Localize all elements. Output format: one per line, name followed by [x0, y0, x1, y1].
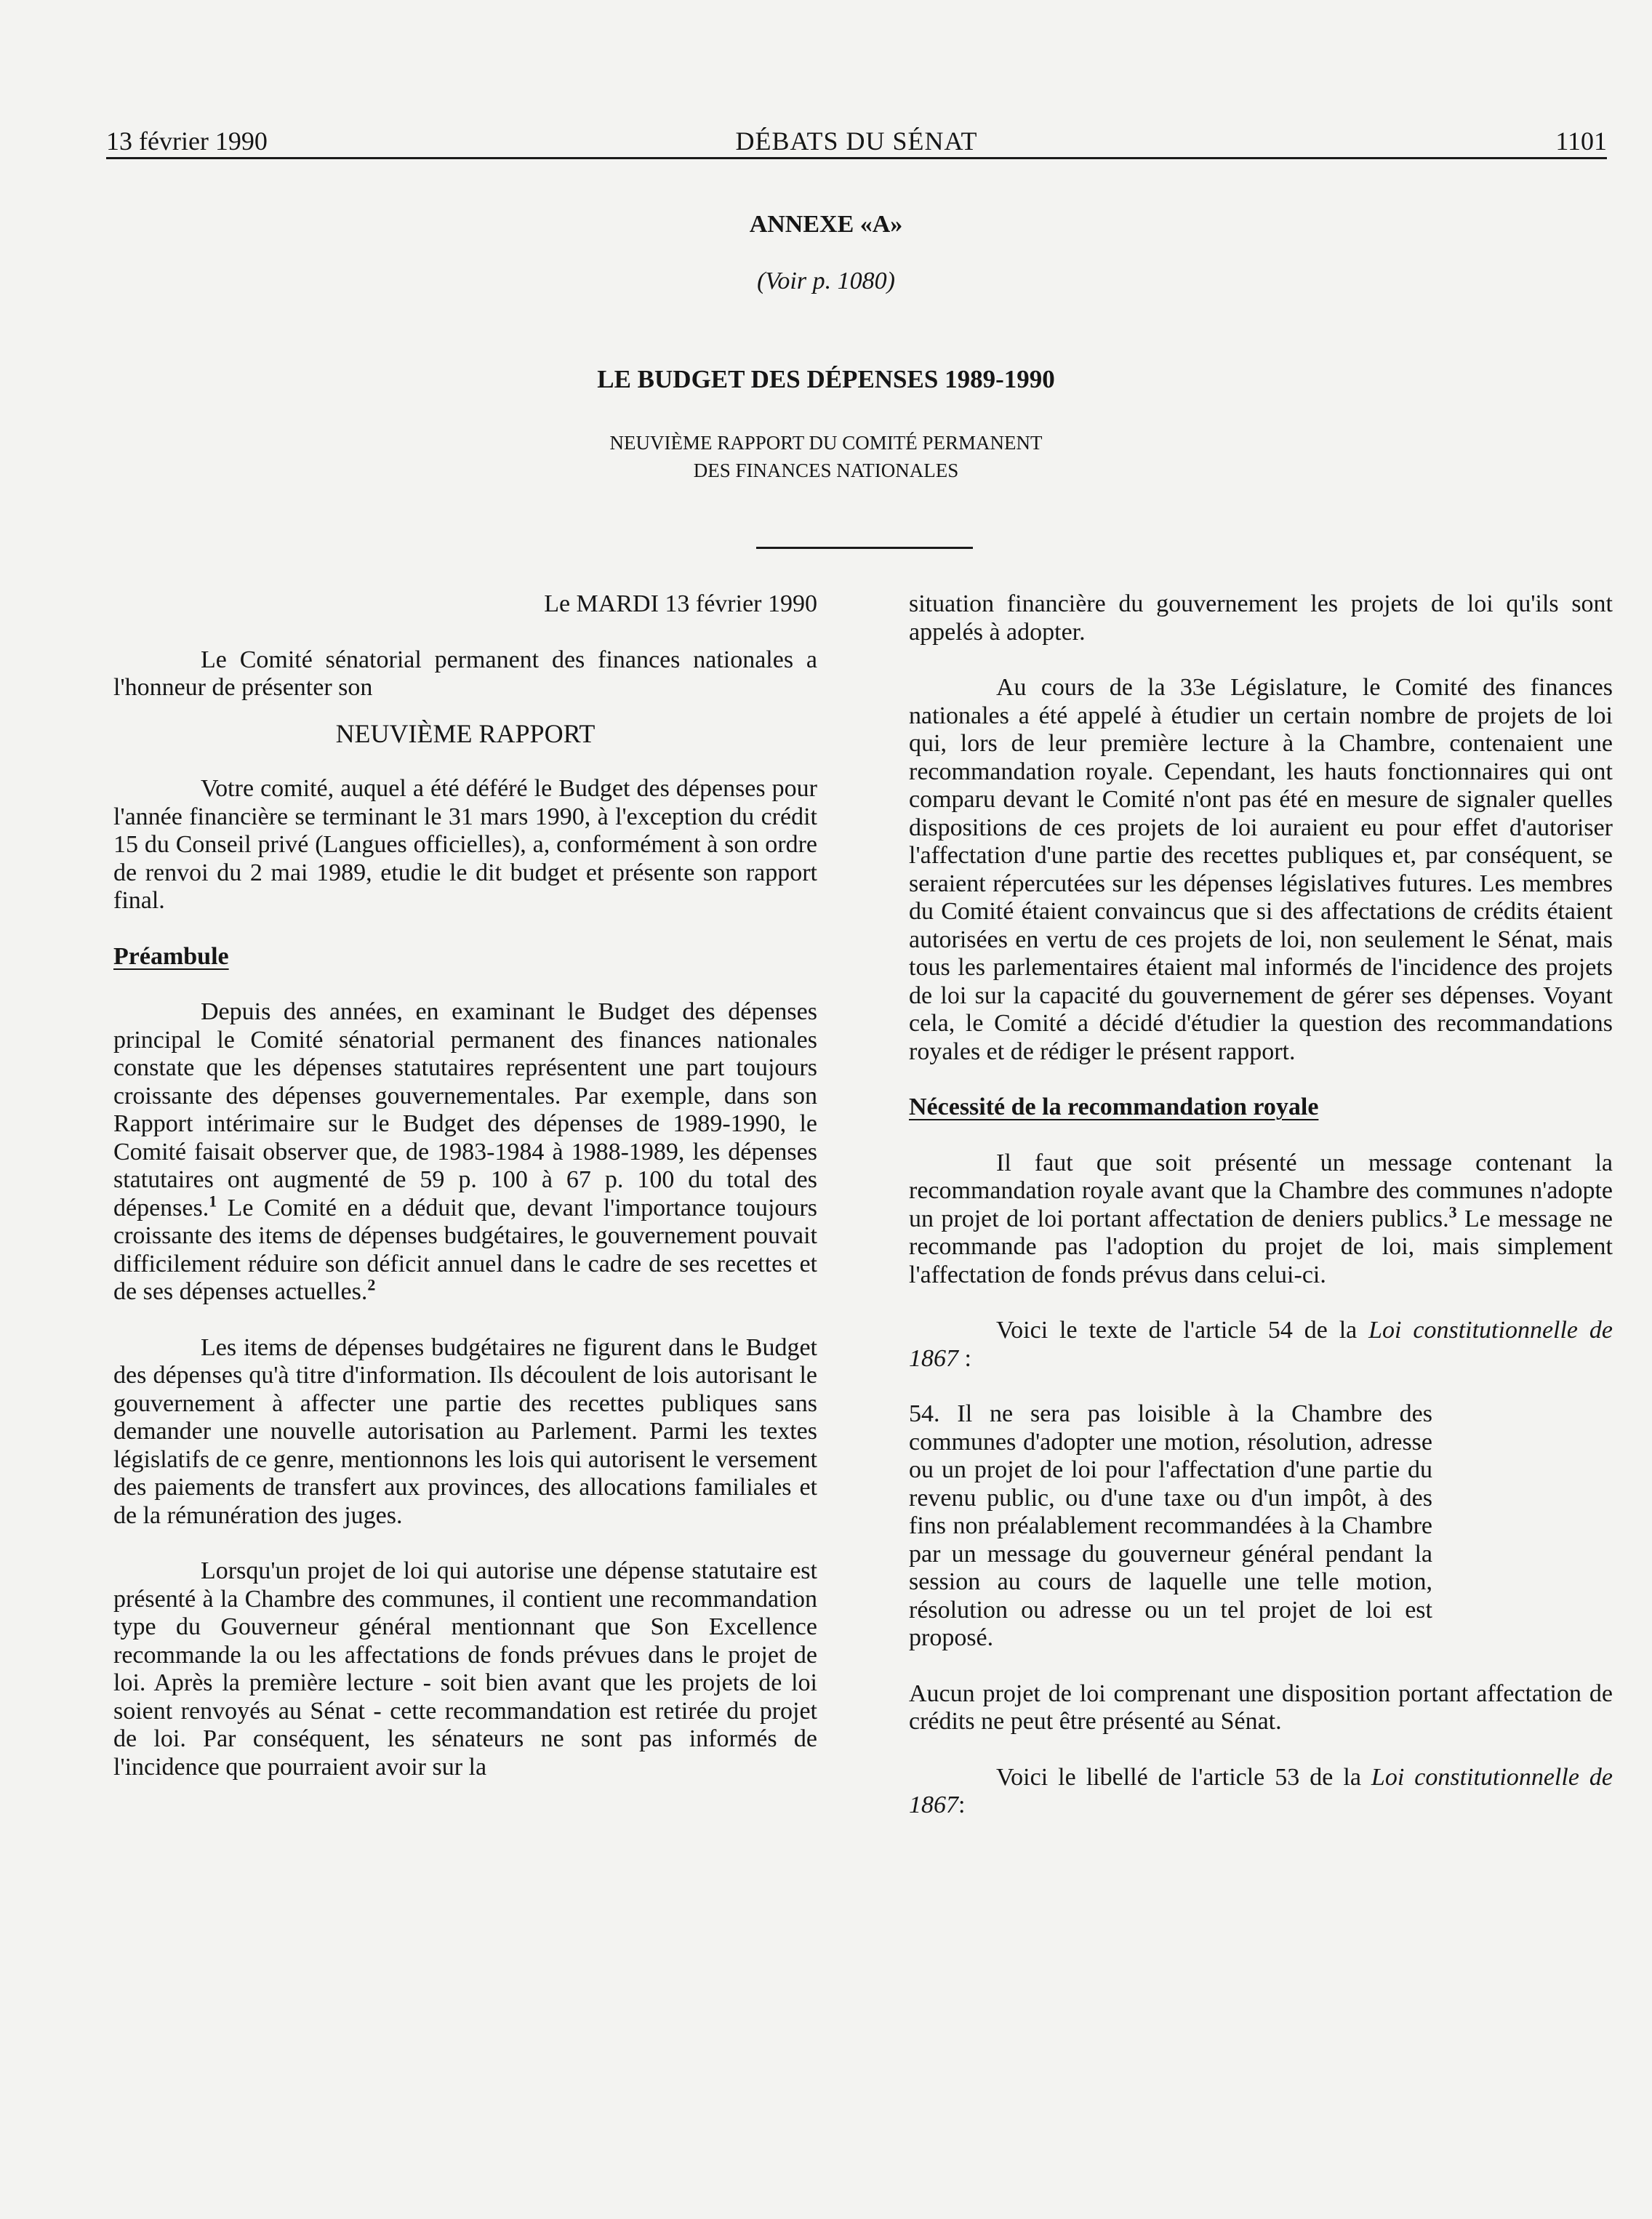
left-column — [113, 590, 817, 1809]
paragraph: Au cours de la 33e Législature, le Comité des finances nationales a été appelé à étudier un certain nombre de projets de loi qui, lors de leur première lecture à la Chambre, contenaient une recommandation royale. Cependant, les hauts fonctionnaires qui ont comparu devant le Comité n'ont pas été en mesure de signaler quelles dispositions de ces projets de loi auraient eu pour effet d'autoriser l'affectation d'une partie des recettes publiques et, par conséquent, se seraient répercutées sur les dépenses législatives futures. Les membres du Comité étaient convaincus que si des affectations de crédits étaient autorisées en vertu de ces projets de loi, non seulement le Sénat, mais tous les parlementaires étaient mal informés de l'incidence des projets de loi sur la capacité du gouvernement de gérer ses dépenses. Voyant cela, le Comité a décidé d'étudier la question des recommandations royales et de rédiger le présent rapport. — [909, 674, 1613, 1065]
report-subtitle — [0, 429, 1652, 484]
paragraph: Voici le libellé de l'article 53 de la Loi constitutionnelle de 1867: — [909, 1763, 1613, 1818]
footnote-ref: 2 — [367, 1275, 376, 1294]
intro-paragraph: Le Comité sénatorial permanent des finances nationales a l'honneur de présenter son — [113, 646, 817, 701]
annex-reference: (Voir p. 1080) — [757, 268, 895, 294]
rapport-title: NEUVIÈME RAPPORT — [335, 718, 596, 748]
paragraph: Voici le texte de l'article 54 de la Loi constitutionnelle de 1867 : — [909, 1317, 1613, 1372]
paragraph: Lorsqu'un projet de loi qui autorise une dépense statutaire est présenté à la Chambre des communes, il contient une recommandation type du Gouverneur général mentionnant que Son Excellence recommande la ou les affectations de fonds prévues dans le projet de loi. Après la première lecture - soit bien avant que les projets de loi soient renvoyés au Sénat - cette recommandation est retirée du projet de loi. Par conséquent, les sénateurs ne sont pas informés de l'incidence que pourraient avoir sur la — [113, 1557, 817, 1781]
running-header — [106, 125, 1607, 159]
right-column — [909, 590, 1613, 1847]
quoted-article-54: 54. Il ne sera pas loisible à la Chambre des communes d'adopter une motion, résolution, adresse ou un projet de loi pour l'affectation d'une partie du revenu public, ou d'une taxe ou d'un impôt, à des fins non préalablement recommandées à la Chambre par un message du gouverneur général pendant la session au cours de laquelle une telle motion, résolution ou adresse ou un tel projet de loi est proposé. — [909, 1400, 1432, 1651]
page-number: 1101 — [1555, 127, 1607, 156]
footnote-ref: 1 — [209, 1192, 217, 1211]
report-date: Le MARDI 13 février 1990 — [544, 590, 817, 617]
annex-title: ANNEXE «A» — [749, 211, 903, 238]
budget-title: LE BUDGET DES DÉPENSES 1989-1990 — [597, 365, 1055, 393]
paragraph: Il faut que soit présenté un message contenant la recommandation royale avant que la Chambre des communes n'adopte un projet de loi portant affectation de deniers publics.$^3$ Le message ne recommande pas l'adoption du projet de loi, mais simplement l'affectation de fonds prévus dans celui-ci. — [909, 1149, 1613, 1288]
header-title: DÉBATS DU SÉNAT — [735, 127, 978, 156]
paragraph: Aucun projet de loi comprenant une disposition portant affectation de crédits ne peut être présenté au Sénat. — [909, 1680, 1613, 1735]
header-date: 13 février 1990 — [106, 127, 268, 156]
title-divider — [756, 547, 973, 549]
section-heading-preambule: Préambule — [113, 942, 229, 970]
paragraph: Les items de dépenses budgétaires ne figurent dans le Budget des dépenses qu'à titre d'information. Ils découlent de lois autorisant le gouvernement à affecter une partie des recettes publiques sans demander une nouvelle autorisation au Parlement. Parmi les textes législatifs de ce genre, mentionnons les lois qui autorisent le versement des paiements de transfert aux provinces, des allocations familiales et de la rémunération des juges. — [113, 1333, 817, 1529]
paragraph: Depuis des années, en examinant le Budget des dépenses principal le Comité sénatorial permanent des finances nationales constate que les dépenses statutaires représentent une part toujours croissante des dépenses gouvernementales. Par exemple, dans son Rapport intérimaire sur le Budget des dépenses de 1989-1990, le Comité faisait observer que, de 1983-1984 à 1988-1989, les dépenses statutaires ont augmenté de 59 p. 100 à 67 p. 100 du total des dépenses.$^1$ Le Comité en a déduit que, devant l'importance toujours croissante des items de dépenses budgétaires, le gouvernement pouvait difficilement réduire son déficit annuel dans le cadre de ses recettes et de ses dépenses actuelles.$^2$ — [113, 998, 817, 1305]
report-subtitle-line2: DES FINANCES NATIONALES — [693, 460, 959, 481]
section-heading-necessite: Nécessité de la recommandation royale — [909, 1094, 1319, 1120]
paragraph: Votre comité, auquel a été déféré le Budget des dépenses pour l'année financière se terminant le 31 mars 1990, à l'exception du crédit 15 du Conseil privé (Langues officielles), a, conformément à son ordre de renvoi du 2 mai 1989, etudie le dit budget et présente son rapport final. — [113, 775, 817, 914]
footnote-ref: 3 — [1448, 1203, 1457, 1221]
report-subtitle-line1: NEUVIÈME RAPPORT DU COMITÉ PERMANENT — [609, 432, 1043, 454]
paragraph-continued: situation financière du gouvernement les projets de loi qu'ils sont appelés à adopter. — [909, 590, 1613, 646]
